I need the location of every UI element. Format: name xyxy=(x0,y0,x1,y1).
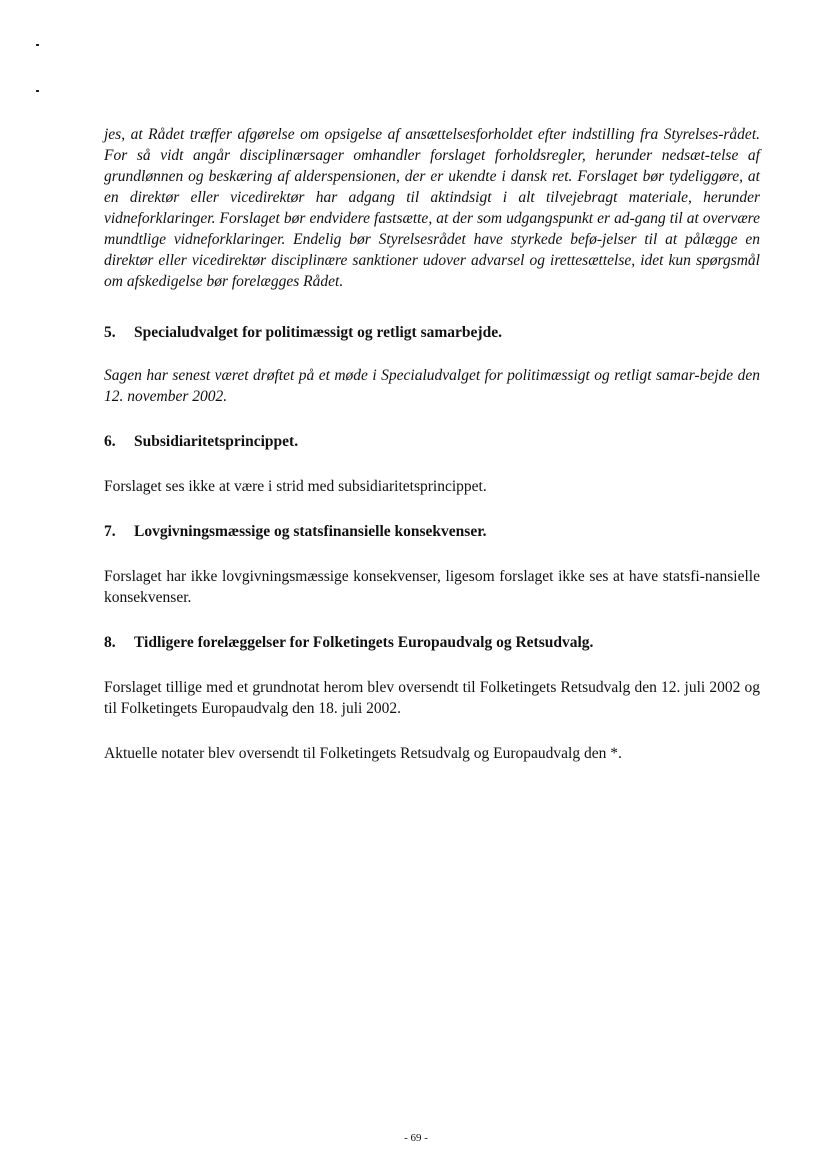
section-title: Subsidiaritetsprincippet. xyxy=(134,433,299,450)
section-title: Tidligere forelæggelser for Folketingets Europaudvalg og Retsudvalg. xyxy=(134,634,594,651)
section-title: Lovgivningsmæssige og statsfinansielle konsekvenser. xyxy=(134,523,487,540)
intro-paragraph: jes, at Rådet træffer afgørelse om opsigelse af ansættelsesforholdet efter indstilling fra Styrelses-rådet. For så vidt angår disciplinærsager omhandler forslaget forholdsregler, herunder nedsæt-telse af grundlønnen og beskæring af alderspensionen, der er ukendte i dansk ret. Forslaget bør tydeliggøre, at en direktør eller vicedirektør har adgang til aktindsigt i alt tilvejebragt materiale, herunder vidneforklaringer. Forslaget bør endvidere fastsætte, at der som udgangspunkt er ad-gang til at overvære mundtlige vidneforklaringer. Endelig bør Styrelsesrådet have styrkede befø-jelser til at pålægge en direktør eller vicedirektør disciplinære sanktioner udover advarsel og irettesættelse, idet kun spørgsmål om afskedigelse bør forelægges Rådet. xyxy=(104,126,760,290)
section-7-paragraph: Forslaget har ikke lovgivningsmæssige konsekvenser, ligesom forslaget ikke ses at have statsfi-nansielle konsekvenser. xyxy=(104,568,760,606)
page-number: - 69 - xyxy=(404,1132,428,1144)
section-8-paragraph-1: Forslaget tillige med et grundnotat herom blev oversendt til Folketingets Retsudvalg den 12. juli 2002 og til Folketingets Europaudvalg den 18. juli 2002. xyxy=(104,679,760,717)
section-title: Specialudvalget for politimæssigt og retligt samarbejde. xyxy=(134,324,502,341)
section-number: 8. xyxy=(104,634,116,651)
section-number: 5. xyxy=(104,324,116,341)
section-5-paragraph: Sagen har senest været drøftet på et møde i Specialudvalget for politimæssigt og retligt samar-bejde den 12. november 2002. xyxy=(104,367,760,405)
margin-mark xyxy=(36,44,39,46)
section-heading-8 xyxy=(104,632,760,653)
section-heading-6 xyxy=(104,431,760,452)
document-body xyxy=(104,124,760,764)
section-number: 6. xyxy=(104,433,116,450)
section-heading-5 xyxy=(104,322,760,343)
margin-mark xyxy=(36,90,39,92)
section-8-paragraph-2: Aktuelle notater blev oversendt til Folketingets Retsudvalg og Europaudvalg den *. xyxy=(104,745,622,762)
section-6-paragraph: Forslaget ses ikke at være i strid med subsidiaritetsprincippet. xyxy=(104,478,487,495)
section-number: 7. xyxy=(104,523,116,540)
section-heading-7 xyxy=(104,521,760,542)
